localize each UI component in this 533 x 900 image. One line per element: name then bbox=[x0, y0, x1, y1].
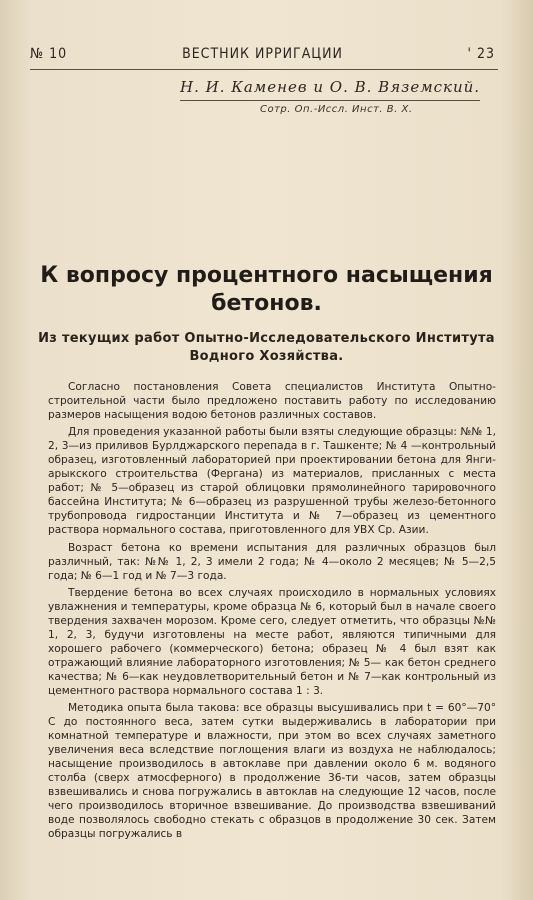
body-paragraph: Согласно постановления Совета специалистов Института Опытно-строительной части было предложено поставить работу по исследованию размеров насыщения водою бетонов различных составов. bbox=[48, 381, 496, 422]
header-rule bbox=[30, 69, 498, 70]
issue-number: № 10 bbox=[30, 46, 68, 62]
journal-title: ВЕСТНИК ИРРИГАЦИИ bbox=[182, 46, 343, 62]
article-body bbox=[48, 380, 496, 845]
article-subtitle bbox=[30, 330, 503, 366]
body-paragraph: Возраст бетона ко времени испытания для различных образцов был различный, так: №№ 1, 2, 3 имели 2 года; № 4—около 2 месяцев; № 5—2,5 года; № 6—1 год и № 7—3 года. bbox=[48, 541, 496, 582]
article-subtitle-line-2: Водного Хозяйства. bbox=[189, 349, 344, 364]
page-number: ' 23 bbox=[467, 46, 495, 62]
article-title-line-2: бетонов. bbox=[211, 291, 322, 316]
affiliation-line: Сотр. Оп.-Исcл. Инст. В. Х. bbox=[260, 104, 413, 115]
article-title bbox=[30, 262, 503, 318]
authors-line: Н. И. Каменев и О. В. Вяземский. bbox=[180, 78, 481, 96]
body-paragraph: Для проведения указанной работы были взяты следующие образцы: №№ 1, 2, 3—из приливов Бурлджарского перепада в г. Ташкенте; № 4 —контрольный образец, изготовленный лабораторией при проектировании бетона для Янги-арыкского строительства (Фергана) из материалов, присланных с места работ; № 5—образец из старой облицовки прямолинейного тарировочного бассейна Института; № 6—образец из разрушенной трубы железо-бетонного трубопровода гидростанции Института и № 7—образец из цементного раствора нормального состава, приготовленного для УВХ Ср. Азии. bbox=[48, 426, 496, 537]
body-paragraph: Методика опыта была такова: все образцы высушивались при t = 60°—70° С до постоянного веса, затем сутки выдерживались в лаборатории при комнатной температуре и влажности, при этом во всех случаях заметного увеличения веса вследствие поглощения влаги из воздуха не наблюдалось; насыщение производилось в автоклаве при давлении около 6 м. водяного столба (сверх атмосферного) в продолжение 36-ти часов, затем образцы взвешивались и снова погружались в автоклав на следующие 12 часов, после чего производилось вторичное взвешивание. До производства взвешиваний воде позволялось свободно стекать с образцов в продолжение 30 сек. Затем образцы погружались в bbox=[48, 702, 496, 841]
article-title-line-1: К вопросу процентного насыщения bbox=[40, 263, 493, 288]
body-paragraph: Твердение бетона во всех случаях происходило в нормальных условиях увлажнения и температуры, кроме образца № 6, который был в начале своего твердения захвачен морозом. Кроме сего, следует отметить, что образцы №№ 1, 2, 3, будучи изготовлены на месте работ, являются типичными для хорошего рабочего (коммерческого) бетона; образец № 4 был взят как отражающий влияние лабораторного изготовления; № 5— как бетон среднего качества; № 6—как неудовлетворительный бетон и № 7—как контрольный из цементного раствора нормального состава 1 : 3. bbox=[48, 586, 496, 697]
running-header bbox=[30, 46, 495, 68]
article-subtitle-line-1: Из текущих работ Опытно-Исследовательского Института bbox=[38, 331, 495, 346]
authors-rule bbox=[180, 100, 480, 101]
